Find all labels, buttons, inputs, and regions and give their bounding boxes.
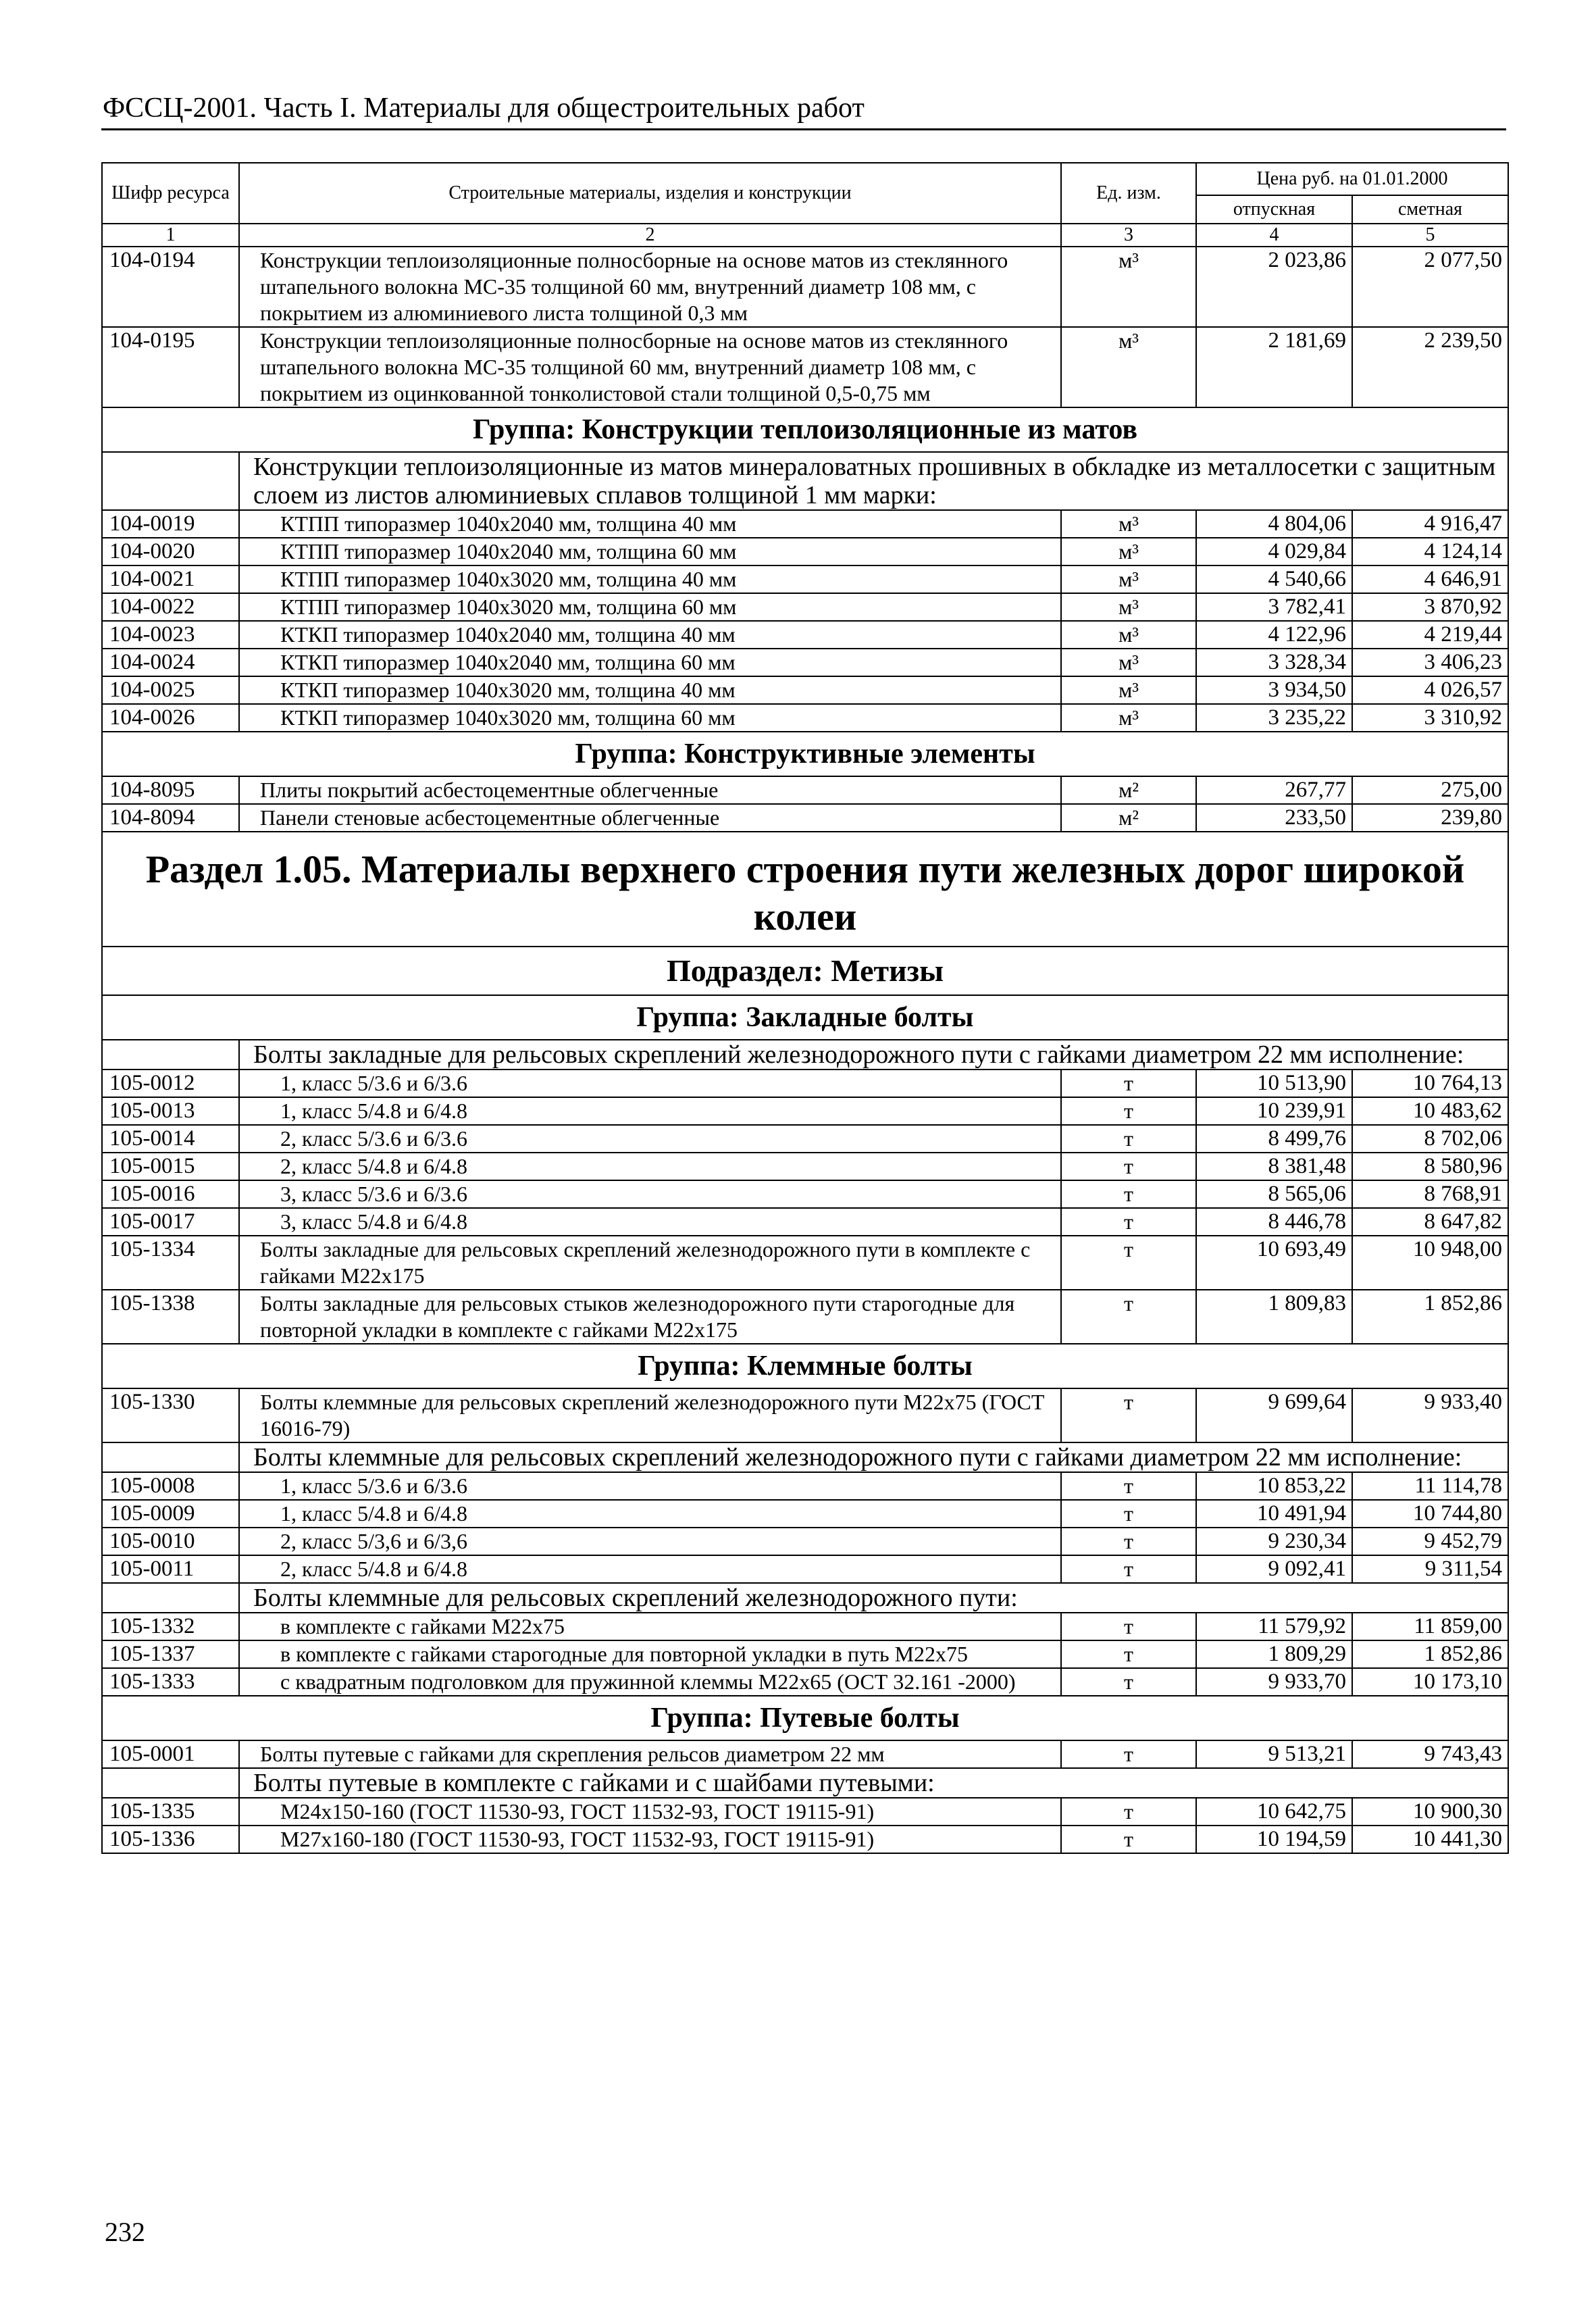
estimate-price: 10 744,80 bbox=[1352, 1500, 1508, 1528]
unit: м³ bbox=[1061, 704, 1196, 732]
release-price: 10 239,91 bbox=[1196, 1097, 1352, 1125]
unit: т bbox=[1061, 1798, 1196, 1826]
resource-code: 105-0017 bbox=[102, 1208, 239, 1236]
unit: м³ bbox=[1061, 649, 1196, 676]
material-name: КТКП типоразмер 1040х2040 мм, толщина 60 мм bbox=[239, 649, 1061, 676]
table-row bbox=[102, 1290, 1508, 1344]
release-price: 8 381,48 bbox=[1196, 1153, 1352, 1180]
group-note: Болты путевые в комплекте с гайками и с шайбами путевыми: bbox=[239, 1768, 1508, 1798]
group-title: Группа: Путевые болты bbox=[102, 1696, 1508, 1740]
release-price: 10 693,49 bbox=[1196, 1236, 1352, 1290]
release-price: 11 579,92 bbox=[1196, 1613, 1352, 1640]
unit: м² bbox=[1061, 776, 1196, 804]
table-row bbox=[102, 1388, 1508, 1442]
estimate-price: 8 702,06 bbox=[1352, 1125, 1508, 1153]
group-note: Конструкции теплоизоляционные из матов минераловатных прошивных в обкладке из металлосетки с защитным слоем из листов алюминиевых сплавов толщиной 1 мм марки: bbox=[239, 452, 1508, 510]
estimate-price: 1 852,86 bbox=[1352, 1290, 1508, 1344]
col-header-price: Цена руб. на 01.01.2000 bbox=[1196, 163, 1508, 195]
unit: т bbox=[1061, 1290, 1196, 1344]
page-header bbox=[101, 88, 1506, 130]
resource-code: 105-0016 bbox=[102, 1180, 239, 1208]
material-name: КТКП типоразмер 1040х2040 мм, толщина 40 мм bbox=[239, 621, 1061, 649]
resource-code: 105-0012 bbox=[102, 1070, 239, 1097]
estimate-price: 9 311,54 bbox=[1352, 1555, 1508, 1583]
table-row bbox=[102, 1555, 1508, 1583]
material-name: М24х150-160 (ГОСТ 11530-93, ГОСТ 11532-93, ГОСТ 19115-91) bbox=[239, 1798, 1061, 1826]
group-row bbox=[102, 732, 1508, 776]
price-table bbox=[101, 162, 1509, 1854]
resource-code: 105-1334 bbox=[102, 1236, 239, 1290]
estimate-price: 1 852,86 bbox=[1352, 1640, 1508, 1668]
material-name: 2, класс 5/3.6 и 6/3.6 bbox=[239, 1125, 1061, 1153]
resource-code: 105-1330 bbox=[102, 1388, 239, 1442]
unit: т bbox=[1061, 1740, 1196, 1768]
resource-code: 105-0008 bbox=[102, 1472, 239, 1500]
resource-code: 105-0001 bbox=[102, 1740, 239, 1768]
column-index-row bbox=[102, 224, 1508, 247]
resource-code: 104-0026 bbox=[102, 704, 239, 732]
material-name: 1, класс 5/3.6 и 6/3.6 bbox=[239, 1070, 1061, 1097]
unit: т bbox=[1061, 1125, 1196, 1153]
note-row bbox=[102, 1583, 1508, 1613]
estimate-price: 3 310,92 bbox=[1352, 704, 1508, 732]
release-price: 4 804,06 bbox=[1196, 510, 1352, 538]
release-price: 3 782,41 bbox=[1196, 593, 1352, 621]
estimate-price: 8 647,82 bbox=[1352, 1208, 1508, 1236]
table-row bbox=[102, 1740, 1508, 1768]
resource-code: 105-0009 bbox=[102, 1500, 239, 1528]
material-name: Болты путевые с гайками для скрепления рельсов диаметром 22 мм bbox=[239, 1740, 1061, 1768]
release-price: 2 181,69 bbox=[1196, 327, 1352, 407]
estimate-price: 2 239,50 bbox=[1352, 327, 1508, 407]
unit: м³ bbox=[1061, 538, 1196, 565]
release-price: 8 565,06 bbox=[1196, 1180, 1352, 1208]
resource-code: 104-0194 bbox=[102, 247, 239, 327]
table-row bbox=[102, 1640, 1508, 1668]
resource-code: 105-0015 bbox=[102, 1153, 239, 1180]
table-row bbox=[102, 247, 1508, 327]
estimate-price: 10 441,30 bbox=[1352, 1826, 1508, 1853]
resource-code: 105-1332 bbox=[102, 1613, 239, 1640]
column-index: 4 bbox=[1196, 224, 1352, 247]
resource-code: 105-1337 bbox=[102, 1640, 239, 1668]
unit: т bbox=[1061, 1668, 1196, 1696]
table-header-row bbox=[102, 163, 1508, 195]
table-row bbox=[102, 776, 1508, 804]
group-row bbox=[102, 1344, 1508, 1388]
subsection-row bbox=[102, 947, 1508, 995]
material-name: М27х160-180 (ГОСТ 11530-93, ГОСТ 11532-93, ГОСТ 19115-91) bbox=[239, 1826, 1061, 1853]
unit: м² bbox=[1061, 804, 1196, 832]
section-title: Раздел 1.05. Материалы верхнего строения пути железных дорог широкой колеи bbox=[102, 832, 1508, 947]
note-spacer bbox=[102, 452, 239, 510]
group-row bbox=[102, 1696, 1508, 1740]
estimate-price: 10 173,10 bbox=[1352, 1668, 1508, 1696]
material-name: 3, класс 5/3.6 и 6/3.6 bbox=[239, 1180, 1061, 1208]
unit: т bbox=[1061, 1236, 1196, 1290]
unit: т bbox=[1061, 1388, 1196, 1442]
estimate-price: 3 870,92 bbox=[1352, 593, 1508, 621]
unit: м³ bbox=[1061, 621, 1196, 649]
table-row bbox=[102, 1826, 1508, 1853]
column-index: 5 bbox=[1352, 224, 1508, 247]
material-name: 2, класс 5/4.8 и 6/4.8 bbox=[239, 1153, 1061, 1180]
column-index: 3 bbox=[1061, 224, 1196, 247]
release-price: 4 122,96 bbox=[1196, 621, 1352, 649]
material-name: КТПП типоразмер 1040х3020 мм, толщина 60 мм bbox=[239, 593, 1061, 621]
table-row bbox=[102, 1668, 1508, 1696]
note-spacer bbox=[102, 1768, 239, 1798]
note-row bbox=[102, 1040, 1508, 1070]
table-row bbox=[102, 510, 1508, 538]
release-price: 267,77 bbox=[1196, 776, 1352, 804]
table-row bbox=[102, 1472, 1508, 1500]
unit: м³ bbox=[1061, 676, 1196, 704]
estimate-price: 239,80 bbox=[1352, 804, 1508, 832]
group-note: Болты клеммные для рельсовых скреплений железнодорожного пути: bbox=[239, 1583, 1508, 1613]
release-price: 4 540,66 bbox=[1196, 565, 1352, 593]
material-name: Плиты покрытий асбестоцементные облегченные bbox=[239, 776, 1061, 804]
material-name: 1, класс 5/3.6 и 6/3.6 bbox=[239, 1472, 1061, 1500]
subsection-title: Подраздел: Метизы bbox=[102, 947, 1508, 995]
release-price: 4 029,84 bbox=[1196, 538, 1352, 565]
table-row bbox=[102, 1613, 1508, 1640]
material-name: Конструкции теплоизоляционные полносборные на основе матов из стеклянного штапельного волокна МС-35 толщиной 60 мм, внутренний диаметр 108 мм, с покрытием из алюминиевого листа толщиной 0,3 мм bbox=[239, 247, 1061, 327]
estimate-price: 4 124,14 bbox=[1352, 538, 1508, 565]
estimate-price: 4 646,91 bbox=[1352, 565, 1508, 593]
table-row bbox=[102, 649, 1508, 676]
note-spacer bbox=[102, 1442, 239, 1472]
table-row bbox=[102, 1528, 1508, 1555]
resource-code: 104-0019 bbox=[102, 510, 239, 538]
resource-code: 105-1333 bbox=[102, 1668, 239, 1696]
table-row bbox=[102, 676, 1508, 704]
resource-code: 104-0024 bbox=[102, 649, 239, 676]
release-price: 10 194,59 bbox=[1196, 1826, 1352, 1853]
col-header-name: Строительные материалы, изделия и конструкции bbox=[239, 163, 1061, 224]
table-row bbox=[102, 327, 1508, 407]
release-price: 9 513,21 bbox=[1196, 1740, 1352, 1768]
estimate-price: 9 933,40 bbox=[1352, 1388, 1508, 1442]
estimate-price: 8 580,96 bbox=[1352, 1153, 1508, 1180]
table-row bbox=[102, 1500, 1508, 1528]
unit: т bbox=[1061, 1153, 1196, 1180]
group-note: Болты закладные для рельсовых скреплений железнодорожного пути с гайками диаметром 22 мм исполнение: bbox=[239, 1040, 1508, 1070]
material-name: КТПП типоразмер 1040х2040 мм, толщина 40 мм bbox=[239, 510, 1061, 538]
unit: т bbox=[1061, 1640, 1196, 1668]
unit: т bbox=[1061, 1070, 1196, 1097]
resource-code: 105-1336 bbox=[102, 1826, 239, 1853]
estimate-price: 8 768,91 bbox=[1352, 1180, 1508, 1208]
material-name: КТПП типоразмер 1040х3020 мм, толщина 40 мм bbox=[239, 565, 1061, 593]
resource-code: 105-0011 bbox=[102, 1555, 239, 1583]
release-price: 3 934,50 bbox=[1196, 676, 1352, 704]
material-name: 3, класс 5/4.8 и 6/4.8 bbox=[239, 1208, 1061, 1236]
release-price: 9 933,70 bbox=[1196, 1668, 1352, 1696]
table-row bbox=[102, 538, 1508, 565]
group-note: Болты клеммные для рельсовых скреплений железнодорожного пути с гайками диаметром 22 мм исполнение: bbox=[239, 1442, 1508, 1472]
unit: м³ bbox=[1061, 593, 1196, 621]
estimate-price: 11 859,00 bbox=[1352, 1613, 1508, 1640]
release-price: 10 853,22 bbox=[1196, 1472, 1352, 1500]
resource-code: 104-8094 bbox=[102, 804, 239, 832]
release-price: 3 235,22 bbox=[1196, 704, 1352, 732]
unit: т bbox=[1061, 1180, 1196, 1208]
table-row bbox=[102, 804, 1508, 832]
estimate-price: 275,00 bbox=[1352, 776, 1508, 804]
resource-code: 104-0021 bbox=[102, 565, 239, 593]
material-name: с квадратным подголовком для пружинной клеммы М22х65 (ОСТ 32.161 -2000) bbox=[239, 1668, 1061, 1696]
release-price: 2 023,86 bbox=[1196, 247, 1352, 327]
table-row bbox=[102, 704, 1508, 732]
resource-code: 105-0010 bbox=[102, 1528, 239, 1555]
col-header-release: отпускная bbox=[1196, 195, 1352, 224]
table-row bbox=[102, 1180, 1508, 1208]
page-number: 232 bbox=[105, 2217, 145, 2247]
col-header-estimate: сметная bbox=[1352, 195, 1508, 224]
header-title: ФССЦ-2001. Часть I. Материалы для общестроительных работ bbox=[103, 93, 865, 124]
group-title: Группа: Закладные болты bbox=[102, 995, 1508, 1040]
table-row bbox=[102, 1070, 1508, 1097]
table-row bbox=[102, 1236, 1508, 1290]
note-row bbox=[102, 452, 1508, 510]
unit: т bbox=[1061, 1208, 1196, 1236]
resource-code: 104-8095 bbox=[102, 776, 239, 804]
material-name: Болты клеммные для рельсовых скреплений железнодорожного пути М22х75 (ГОСТ 16016-79) bbox=[239, 1388, 1061, 1442]
column-index: 2 bbox=[239, 224, 1061, 247]
group-title: Группа: Конструкции теплоизоляционные из матов bbox=[102, 407, 1508, 452]
release-price: 9 230,34 bbox=[1196, 1528, 1352, 1555]
resource-code: 105-1335 bbox=[102, 1798, 239, 1826]
material-name: Панели стеновые асбестоцементные облегченные bbox=[239, 804, 1061, 832]
group-row bbox=[102, 407, 1508, 452]
unit: т bbox=[1061, 1555, 1196, 1583]
group-title: Группа: Конструктивные элементы bbox=[102, 732, 1508, 776]
estimate-price: 10 948,00 bbox=[1352, 1236, 1508, 1290]
unit: т bbox=[1061, 1472, 1196, 1500]
material-name: Конструкции теплоизоляционные полносборные на основе матов из стеклянного штапельного волокна МС-35 толщиной 60 мм, внутренний диаметр 108 мм, с покрытием из оцинкованной тонколистовой стали толщиной 0,5-0,75 мм bbox=[239, 327, 1061, 407]
unit: м³ bbox=[1061, 565, 1196, 593]
release-price: 10 513,90 bbox=[1196, 1070, 1352, 1097]
col-header-unit: Ед. изм. bbox=[1061, 163, 1196, 224]
estimate-price: 2 077,50 bbox=[1352, 247, 1508, 327]
material-name: 2, класс 5/4.8 и 6/4.8 bbox=[239, 1555, 1061, 1583]
section-row bbox=[102, 832, 1508, 947]
resource-code: 105-0013 bbox=[102, 1097, 239, 1125]
resource-code: 105-1338 bbox=[102, 1290, 239, 1344]
unit: м³ bbox=[1061, 510, 1196, 538]
release-price: 3 328,34 bbox=[1196, 649, 1352, 676]
material-name: 1, класс 5/4.8 и 6/4.8 bbox=[239, 1500, 1061, 1528]
note-spacer bbox=[102, 1583, 239, 1613]
material-name: Болты закладные для рельсовых скреплений железнодорожного пути в комплекте с гайками М22х175 bbox=[239, 1236, 1061, 1290]
resource-code: 105-0014 bbox=[102, 1125, 239, 1153]
table-row bbox=[102, 593, 1508, 621]
note-row bbox=[102, 1768, 1508, 1798]
group-title: Группа: Клеммные болты bbox=[102, 1344, 1508, 1388]
material-name: 2, класс 5/3,6 и 6/3,6 bbox=[239, 1528, 1061, 1555]
resource-code: 104-0025 bbox=[102, 676, 239, 704]
unit: м³ bbox=[1061, 327, 1196, 407]
unit: т bbox=[1061, 1528, 1196, 1555]
material-name: КТКП типоразмер 1040х3020 мм, толщина 40 мм bbox=[239, 676, 1061, 704]
resource-code: 104-0022 bbox=[102, 593, 239, 621]
release-price: 1 809,29 bbox=[1196, 1640, 1352, 1668]
material-name: КТКП типоразмер 1040х3020 мм, толщина 60 мм bbox=[239, 704, 1061, 732]
release-price: 9 699,64 bbox=[1196, 1388, 1352, 1442]
estimate-price: 9 743,43 bbox=[1352, 1740, 1508, 1768]
estimate-price: 3 406,23 bbox=[1352, 649, 1508, 676]
group-row bbox=[102, 995, 1508, 1040]
unit: т bbox=[1061, 1826, 1196, 1853]
estimate-price: 11 114,78 bbox=[1352, 1472, 1508, 1500]
table-row bbox=[102, 1208, 1508, 1236]
release-price: 8 446,78 bbox=[1196, 1208, 1352, 1236]
unit: т bbox=[1061, 1097, 1196, 1125]
table-row bbox=[102, 1097, 1508, 1125]
unit: т bbox=[1061, 1500, 1196, 1528]
table-row bbox=[102, 1125, 1508, 1153]
release-price: 10 491,94 bbox=[1196, 1500, 1352, 1528]
col-header-code: Шифр ресурса bbox=[102, 163, 239, 224]
material-name: в комплекте с гайками старогодные для повторной укладки в путь М22х75 bbox=[239, 1640, 1061, 1668]
release-price: 233,50 bbox=[1196, 804, 1352, 832]
table-row bbox=[102, 1153, 1508, 1180]
resource-code: 104-0023 bbox=[102, 621, 239, 649]
estimate-price: 10 764,13 bbox=[1352, 1070, 1508, 1097]
unit: м³ bbox=[1061, 247, 1196, 327]
release-price: 10 642,75 bbox=[1196, 1798, 1352, 1826]
release-price: 9 092,41 bbox=[1196, 1555, 1352, 1583]
estimate-price: 10 900,30 bbox=[1352, 1798, 1508, 1826]
table-row bbox=[102, 621, 1508, 649]
estimate-price: 4 219,44 bbox=[1352, 621, 1508, 649]
material-name: 1, класс 5/4.8 и 6/4.8 bbox=[239, 1097, 1061, 1125]
material-name: КТПП типоразмер 1040х2040 мм, толщина 60 мм bbox=[239, 538, 1061, 565]
resource-code: 104-0020 bbox=[102, 538, 239, 565]
material-name: в комплекте с гайками М22х75 bbox=[239, 1613, 1061, 1640]
note-row bbox=[102, 1442, 1508, 1472]
table-row bbox=[102, 565, 1508, 593]
estimate-price: 4 026,57 bbox=[1352, 676, 1508, 704]
estimate-price: 9 452,79 bbox=[1352, 1528, 1508, 1555]
release-price: 1 809,83 bbox=[1196, 1290, 1352, 1344]
release-price: 8 499,76 bbox=[1196, 1125, 1352, 1153]
column-index: 1 bbox=[102, 224, 239, 247]
material-name: Болты закладные для рельсовых стыков железнодорожного пути старогодные для повторной укладки в комплекте с гайками М22х175 bbox=[239, 1290, 1061, 1344]
resource-code: 104-0195 bbox=[102, 327, 239, 407]
estimate-price: 10 483,62 bbox=[1352, 1097, 1508, 1125]
unit: т bbox=[1061, 1613, 1196, 1640]
table-row bbox=[102, 1798, 1508, 1826]
estimate-price: 4 916,47 bbox=[1352, 510, 1508, 538]
note-spacer bbox=[102, 1040, 239, 1070]
